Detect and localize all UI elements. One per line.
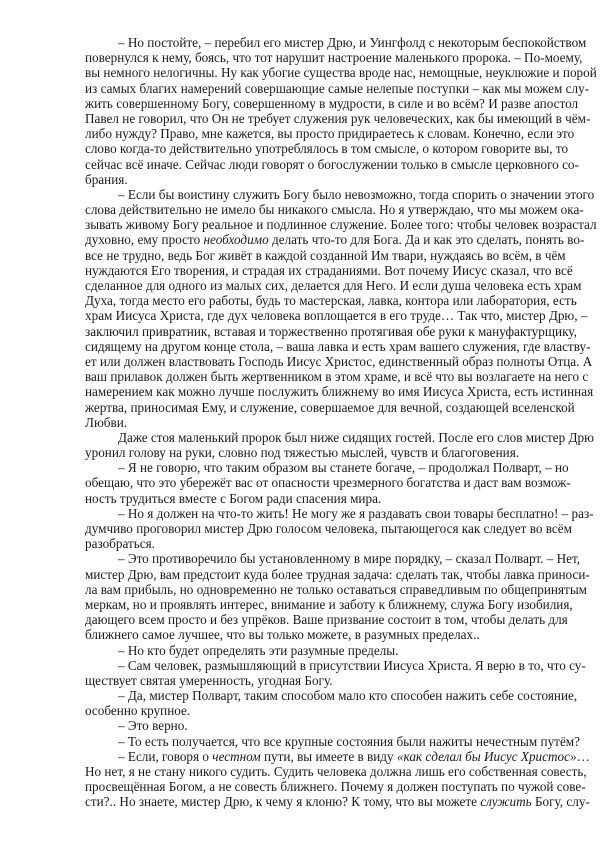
text-line: обещаю, что это убережёт вас от опасности чрезмерного богатства и даст вам возмож- bbox=[85, 475, 571, 491]
text-line: намерением как можно лучше послужить ближнему во имя Иисуса Христа, есть истинная bbox=[85, 384, 594, 400]
text-line: сидящему на другом конце стола, – ваша лавка и есть храм вашего служения, где властву- bbox=[85, 338, 591, 354]
text-line: – Я не говорю, что таким образом вы станете богаче, – продолжал Полварт, – но bbox=[118, 460, 569, 476]
text-line: меркам, но и проявлять интерес, внимание и заботу к ближнему, служа Богу изобилия, bbox=[85, 596, 573, 612]
text-line: либо нужду? Право, мне кажется, вы просто придираетесь к словам. Конечно, если это bbox=[85, 126, 575, 142]
text-line: Духа, тогда место его работы, будь то мастерская, лавка, контора или лаборатория, есть bbox=[85, 293, 577, 309]
text-line: жертва, приносимая Ему, и служение, совершаемое для вечной, создающей вселенской bbox=[85, 399, 575, 415]
text-line: Даже стоя маленький пророк был ниже сидящих гостей. После его слов мистер Дрю bbox=[118, 429, 594, 445]
text-line: особенно крупное. bbox=[85, 703, 191, 719]
text-line: слова действительно не имело бы никакого смысла. Но я утверждаю, что мы можем ока- bbox=[85, 202, 584, 218]
text-line: уронил голову на руки, словно под тяжестью мыслей, чувств и благоговения. bbox=[85, 445, 520, 461]
text-line: все не трудно, ведь Бог живёт в каждой созданной Им твари, нуждаясь во всём, в чём bbox=[85, 247, 566, 263]
text-line: Павел не говорил, что Он не требует служения рук человеческих, как бы имеющий в чём- bbox=[85, 110, 591, 126]
text-line: сейчас всё иначе. Сейчас люди говорят о богослужении только в смысле церковного со- bbox=[85, 156, 579, 172]
text-line: ваш прилавок должен быть жертвенником в этом храме, и всё что вы возлагаете на него с bbox=[85, 369, 589, 385]
text-line: просвещённая Богом, а не совесть ближнего. Почему я должен поступать по чужой сове- bbox=[85, 779, 586, 795]
emphasis: необходимо bbox=[203, 232, 269, 248]
text-line: – Если, говоря о честном пути, вы имеете в виду «как сделал бы Иисус Христос»… bbox=[118, 748, 590, 764]
text-line: вы немного нелогичны. Ну как убогие существа вроде нас, немощные, неуклюжие и порой bbox=[85, 65, 597, 81]
text-line: – Это противоречило бы установленному в мире порядку, – сказал Полварт. – Нет, bbox=[118, 551, 581, 567]
text-line: заключил привратник, вставая и торжественно протягивая обе руки к мануфактурщику, bbox=[85, 323, 577, 339]
text-line: – Сам человек, размышляющий в присутствии Иисуса Христа. Я верю в то, что су- bbox=[118, 657, 586, 673]
document-page bbox=[85, 35, 597, 810]
text-line: повернулся к нему, боясь, что тот нарушит настроение маленького пророка. – По-моему, bbox=[85, 50, 583, 66]
text-line: слово когда-то действительно употреблялось в том смысле, о котором говорите вы, то bbox=[85, 141, 569, 157]
emphasis-quote: «как сделал бы Иисус Христос» bbox=[396, 748, 577, 764]
text-line: зывать живому Богу реальное и подлинное служение. Более того: чтобы человек возрастал bbox=[85, 217, 597, 233]
text-line: Любви. bbox=[85, 414, 128, 430]
text-line: духовно, ему просто необходимо делать что-то для Бога. Да и как это сделать, понять во- bbox=[85, 232, 585, 248]
text-line: – Да, мистер Полварт, таким способом мало кто способен нажить себе состояние, bbox=[118, 688, 578, 704]
text-line: нуждаются Его творения, и страдая их страданиями. Вот почему Иисус сказал, что всё bbox=[85, 262, 573, 278]
text-line: ет или должен властвовать Господь Иисус Христос, единственный образ полноты Отца. А bbox=[85, 353, 593, 369]
text-line: сти?.. Но знаете, мистер Дрю, к чему я клоню? К тому, что вы можете служить Богу, слу- bbox=[85, 794, 590, 810]
text-line: – Если бы воистину служить Богу было невозможно, тогда спорить о значении этого bbox=[118, 186, 595, 202]
text-line: мистер Дрю, вам предстоит куда более трудная задача: сделать так, чтобы лавка приноси- bbox=[85, 566, 590, 582]
text-line: Но нет, я не стану никого судить. Судить человека должна лишь его собственная совесть, bbox=[85, 764, 587, 779]
text-line: ществует святая умеренность, угодная Богу. bbox=[85, 672, 333, 688]
text-line: – Но я должен на что-то жить! Не могу же я раздавать свои товары бесплатно! – раз- bbox=[118, 505, 594, 521]
text-line: думчиво проговорил мистер Дрю голосом человека, пытающегося как следует во всём bbox=[85, 521, 572, 536]
text-line: ближнего самое лучшее, что вы только можете, в разумных пределах.. bbox=[85, 627, 480, 643]
emphasis: честном bbox=[212, 748, 261, 764]
text-line: ла вам прибыль, но одновременно не только оставаться справедливым по общепринятым bbox=[85, 581, 588, 597]
emphasis: служить bbox=[480, 794, 532, 810]
text-line: из самых благих намерений совершающие самые нелепые поступки – как мы можем слу- bbox=[85, 80, 590, 96]
text-line: – То есть получается, что все крупные состояния были нажиты нечестным путём? bbox=[118, 733, 580, 749]
text-line: дающего всем просто и без упрёков. Ваше призвание состоит в том, чтобы делать для bbox=[85, 612, 568, 628]
text-line: ность трудиться вместе с Богом ради спасения мира. bbox=[85, 490, 382, 506]
text-line: – Но кто будет определять эти разумные пределы. bbox=[118, 642, 399, 658]
text-line: – Но постойте, – перебил его мистер Дрю, и Уингфолд с некоторым беспокойством bbox=[118, 35, 587, 50]
text-line: жить совершенному Богу, совершенному в мудрости, в силе и во всём? И разве апостол bbox=[85, 95, 579, 111]
text-line: – Это верно. bbox=[118, 718, 188, 734]
text-line: сделанное для одного из малых сих, делается для Него. И если душа человека есть храм bbox=[85, 278, 582, 293]
text-line: разобраться. bbox=[85, 536, 155, 552]
text-line: брания. bbox=[85, 171, 128, 187]
text-line: храм Иисуса Христа, где дух человека воплощается в его труде… Так что, мистер Дрю, – bbox=[85, 308, 588, 324]
